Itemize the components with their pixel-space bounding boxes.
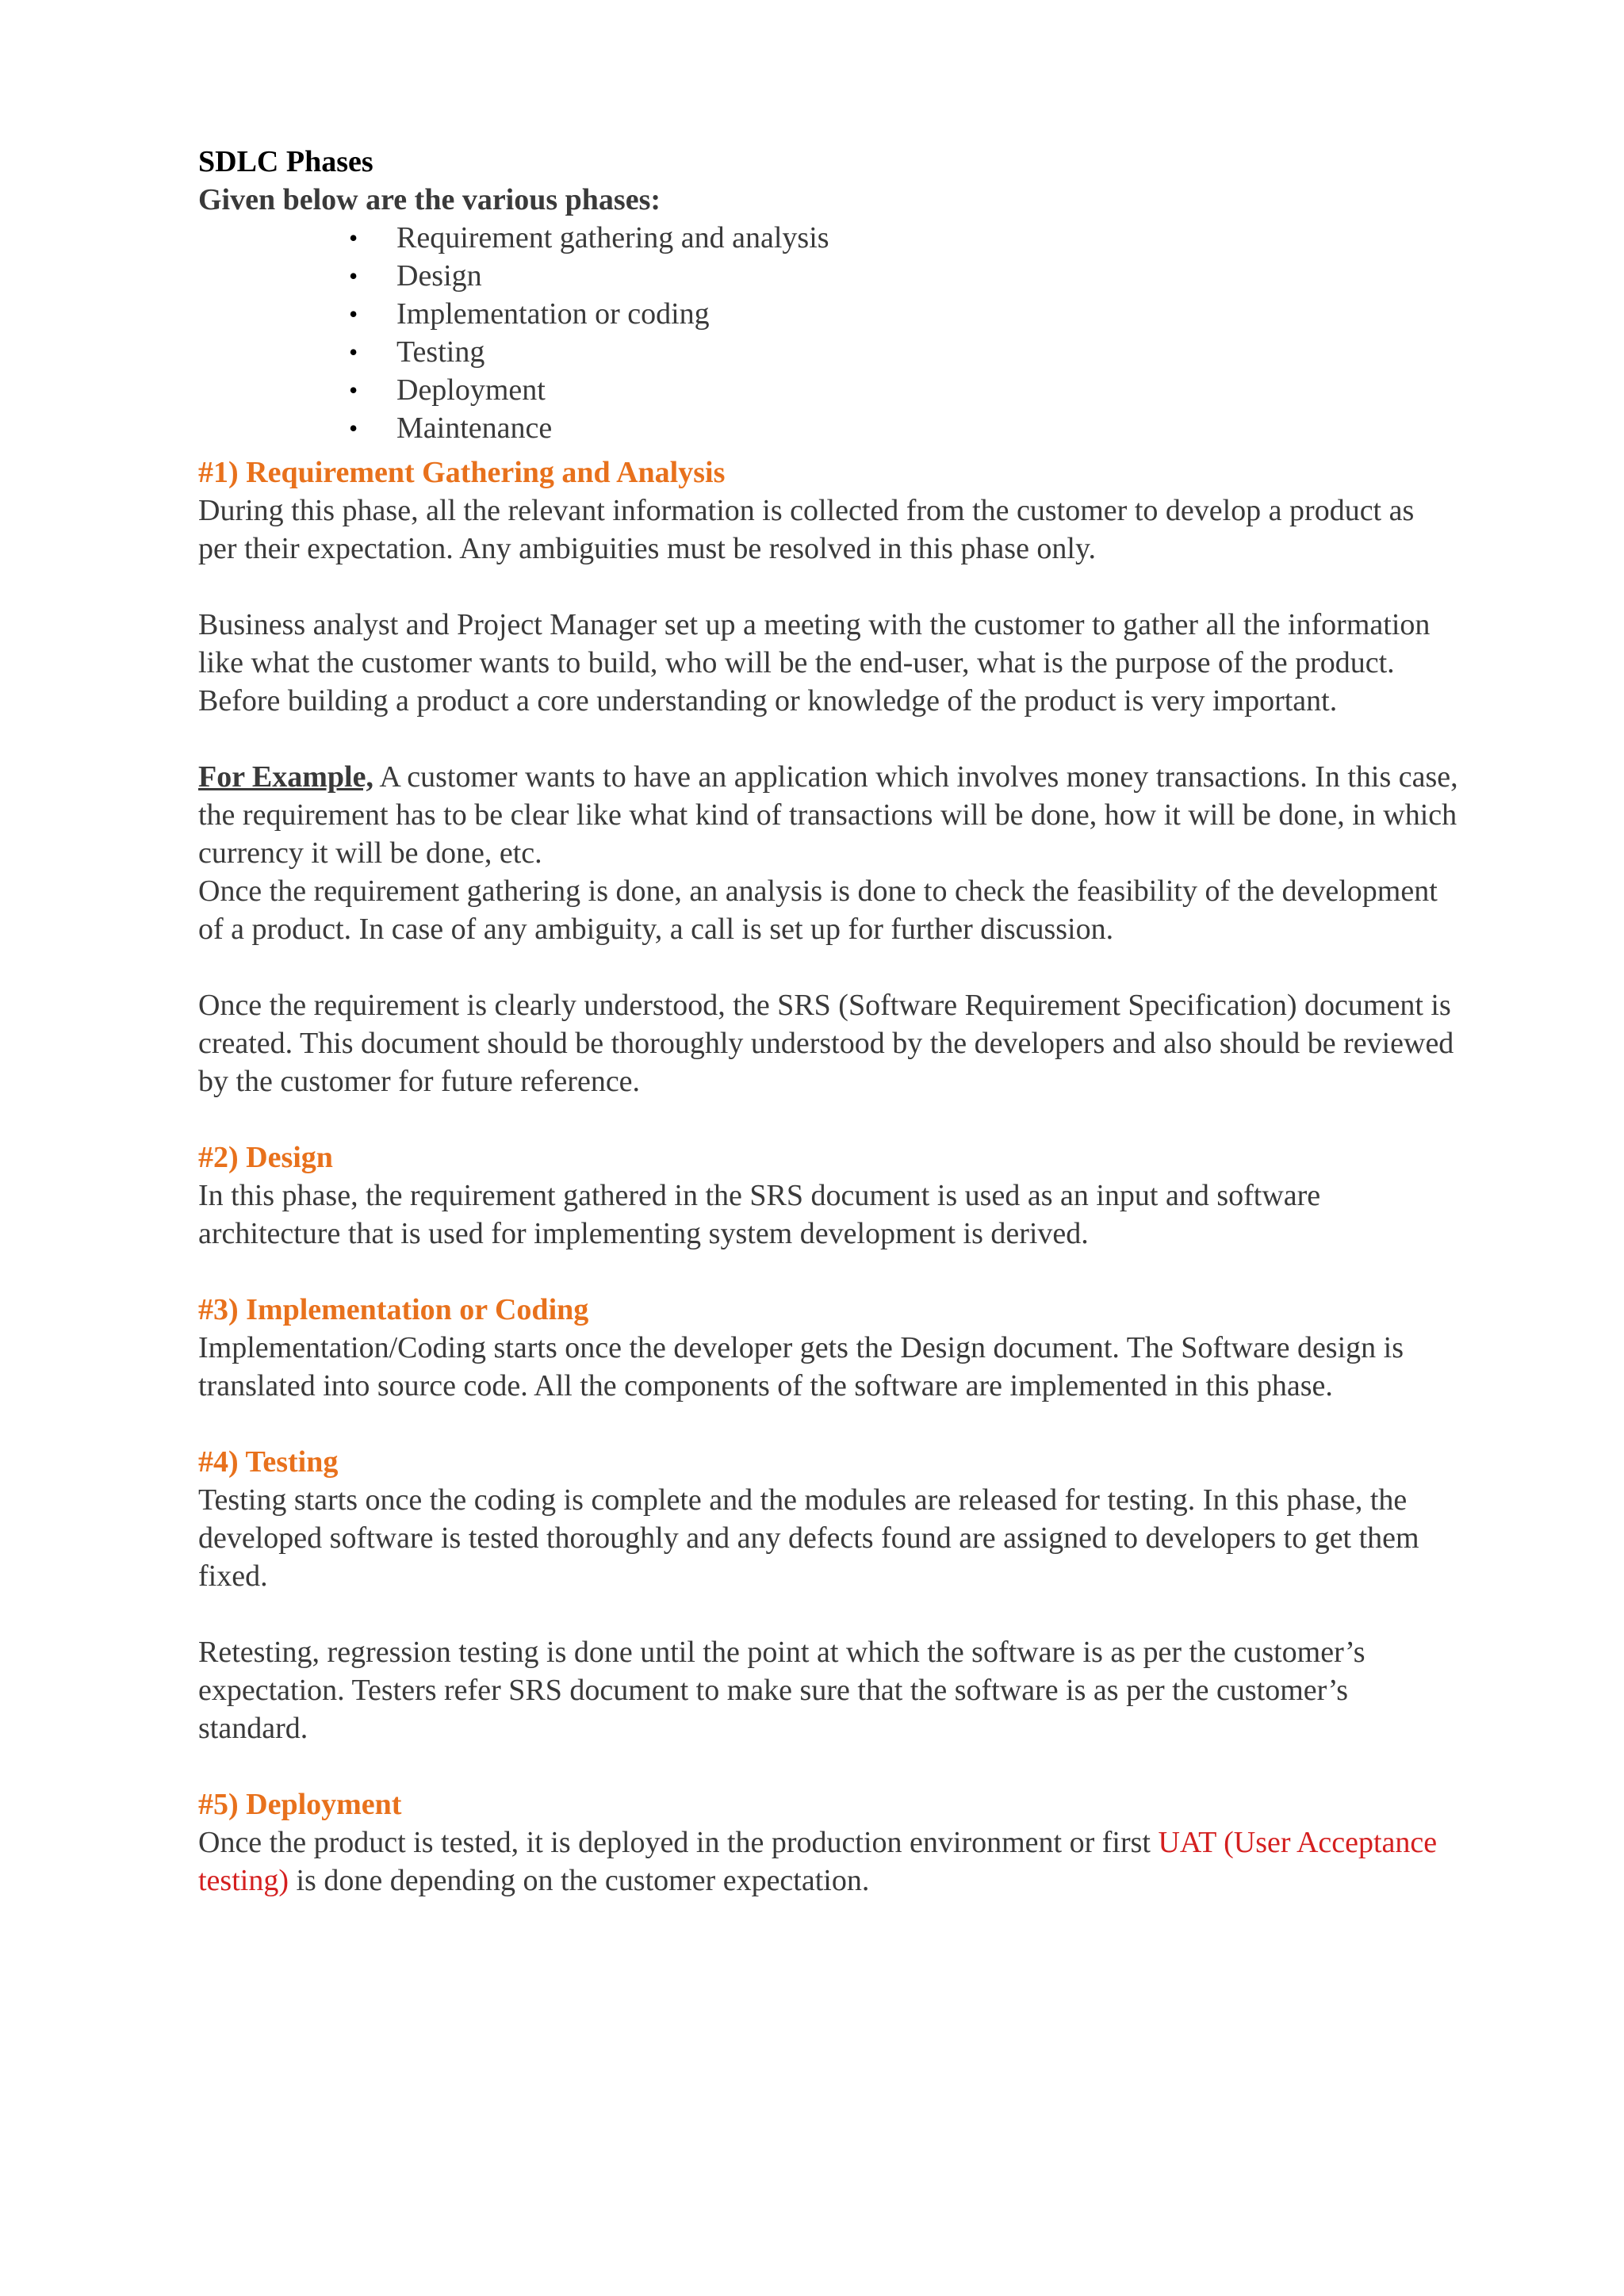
bullet-icon: • [349, 262, 358, 290]
requirement-paragraph-3: Once the requirement gathering is done, an analysis is done to check the feasibility of the development of a product. In case of any ambiguity, a call is set up for further discussion. [198, 874, 1438, 946]
document-page [198, 143, 1459, 1900]
bullet-icon: • [349, 224, 358, 252]
bullet-icon: • [349, 338, 358, 366]
list-item [349, 295, 1459, 333]
section-heading-testing: #4) Testing [198, 1445, 339, 1479]
testing-paragraph-2: Retesting, regression testing is done until the point at which the software is as per the customer’s expectation. Testers refer SRS document to make sure that the software is as per the customer’s standard. [198, 1636, 1365, 1745]
requirement-paragraph-4: Once the requirement is clearly understood, the SRS (Software Requirement Specification) document is created. This document should be thoroughly understood by the developers and also should be reviewed by the customer for future reference. [198, 989, 1454, 1098]
testing-paragraph-1: Testing starts once the coding is complete and the modules are released for testing. In this phase, the developed software is tested thoroughly and any defects found are assigned to developers to get them fixed. [198, 1483, 1419, 1593]
example-label: For Example, [198, 760, 373, 794]
deployment-paragraph-1 [198, 1823, 1459, 1900]
section-heading-implementation: #3) Implementation or Coding [198, 1293, 589, 1326]
section-heading-deployment: #5) Deployment [198, 1788, 402, 1821]
list-item-label: Testing [396, 335, 485, 369]
requirement-paragraph-1: During this phase, all the relevant information is collected from the customer to develop a product as per their expectation. Any ambiguities must be resolved in this phase only. [198, 494, 1415, 565]
list-item [349, 371, 1459, 409]
uat-link[interactable]: UAT (User Acceptance testing) [198, 1826, 1438, 1897]
list-item-label: Design [396, 259, 482, 293]
list-item-label: Requirement gathering and analysis [396, 221, 829, 254]
list-item-label: Deployment [396, 373, 546, 407]
deployment-text-before: Once the product is tested, it is deployed in the production environment or first [198, 1826, 1159, 1859]
section-heading-requirement: #1) Requirement Gathering and Analysis [198, 456, 726, 489]
list-item [349, 257, 1459, 295]
bullet-icon: • [349, 376, 358, 404]
list-item-label: Implementation or coding [396, 297, 710, 331]
list-item [349, 409, 1459, 447]
example-text: A customer wants to have an application which involves money transactions. In this case, the requirement has to be clear like what kind of transactions will be done, how it will be done, in which currency it will be done, etc. [198, 760, 1458, 870]
section-heading-design: #2) Design [198, 1141, 333, 1174]
list-item-label: Maintenance [396, 411, 553, 445]
bullet-icon: • [349, 300, 358, 328]
requirement-paragraph-2: Business analyst and Project Manager set up a meeting with the customer to gather all the information like what the customer wants to build, who will be the end-user, what is the purpose of the product. Before building a product a core understanding or knowledge of the product is very important. [198, 608, 1431, 718]
phase-list [198, 219, 1459, 447]
implementation-paragraph-1: Implementation/Coding starts once the developer gets the Design document. The Software design is translated into source code. All the components of the software are implemented in this phase. [198, 1331, 1404, 1402]
document-title: SDLC Phases [198, 145, 373, 178]
bullet-icon: • [349, 414, 358, 442]
document-subtitle: Given below are the various phases: [198, 183, 661, 216]
requirement-example-paragraph [198, 758, 1459, 872]
deployment-text-after: is done depending on the customer expectation. [288, 1864, 870, 1897]
list-item [349, 219, 1459, 257]
design-paragraph-1: In this phase, the requirement gathered in the SRS document is used as an input and software architecture that is used for implementing system development is derived. [198, 1179, 1321, 1250]
list-item [349, 333, 1459, 371]
